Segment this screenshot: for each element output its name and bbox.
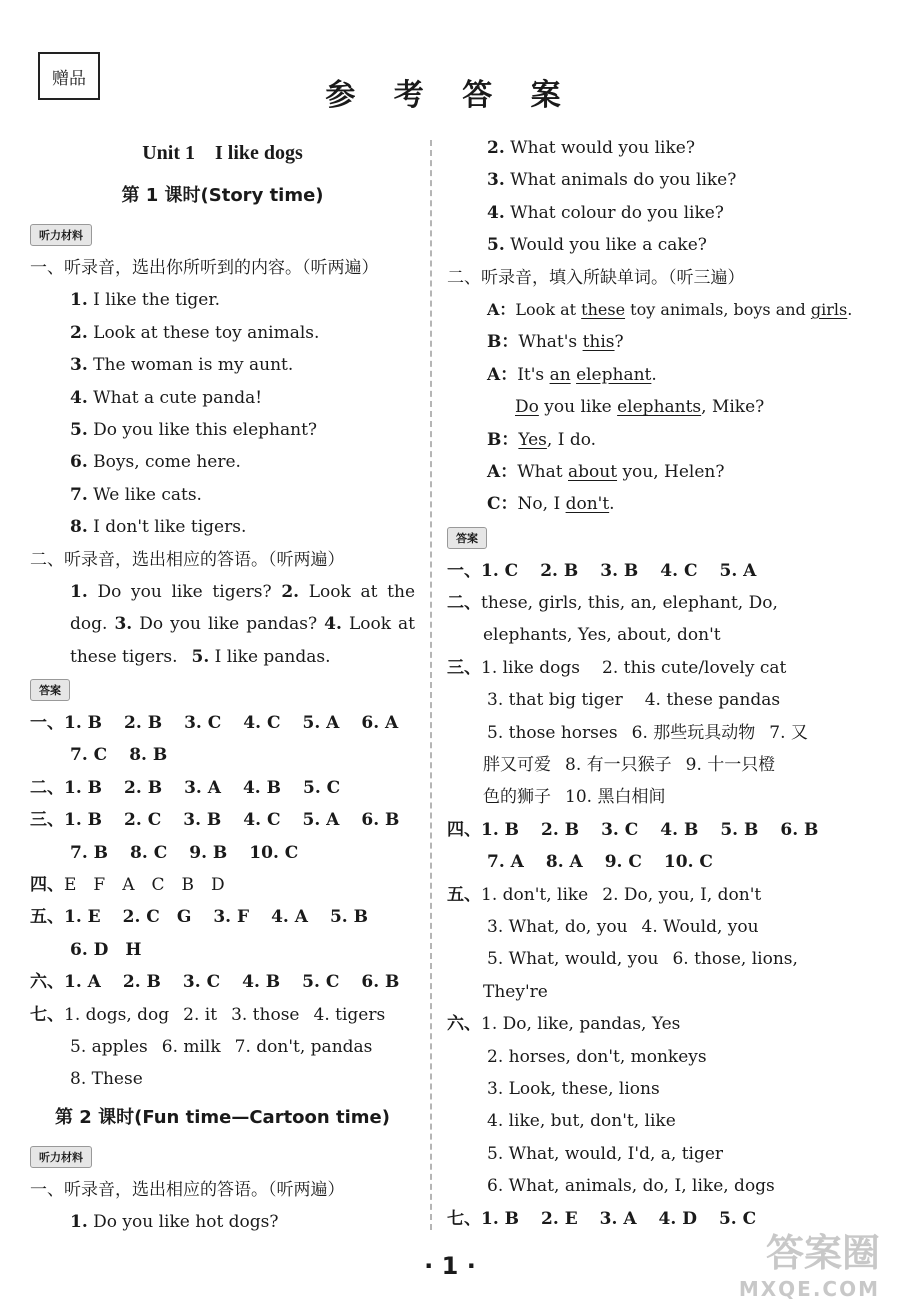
section-heading: 一、听录音，选出相应的答语。（听两遍） xyxy=(30,1179,345,1200)
answer-line: 五、1. E 2. C G 3. F 4. A 5. B xyxy=(30,907,368,928)
answer-line: 五、1. don't, like 2. Do, you, I, don't xyxy=(447,884,762,905)
left-column xyxy=(30,132,415,1239)
dialog-line: A：It's an elephant. xyxy=(487,364,657,385)
answer-line: 3. What, do, you 4. Would, you xyxy=(487,916,759,937)
answer-line: 二、these, girls, this, an, elephant, Do, xyxy=(447,593,778,614)
list-item: 5. Do you like this elephant? xyxy=(70,419,318,440)
answer-line: 三、1. like dogs 2. this cute/lovely cat xyxy=(447,657,787,678)
paragraph-line: these tigers. 5. I like pandas. xyxy=(70,646,331,667)
answer-line: 一、1. B 2. B 3. C 4. C 5. A 6. A xyxy=(30,713,399,734)
tag-listening-material: 听力材料 xyxy=(30,224,92,246)
dialog-line: Do you like elephants, Mike? xyxy=(515,397,765,418)
section-heading: 二、听录音，选出相应的答语。（听两遍） xyxy=(30,549,345,570)
answer-line: 二、1. B 2. B 3. A 4. B 5. C xyxy=(30,777,341,798)
paragraph-line: dog. 3. Do you like pandas? 4. Look at xyxy=(70,614,415,635)
section-heading: 二、听录音，填入所缺单词。（听三遍） xyxy=(447,267,745,288)
answer-line: 5. What, would, I'd, a, tiger xyxy=(487,1143,724,1164)
gift-label: 赠品 xyxy=(38,52,100,100)
page-title: 参 考 答 案 xyxy=(325,78,575,113)
dialog-line: A：Look at these toy animals, boys and girls. xyxy=(487,299,853,319)
answer-line: 5. apples 6. milk 7. don't, pandas xyxy=(70,1036,373,1057)
list-item: 4. What a cute panda! xyxy=(70,387,263,408)
answer-line: 2. horses, don't, monkeys xyxy=(487,1046,707,1067)
paragraph-line: 1. Do you like tigers? 2. Look at the xyxy=(70,581,415,602)
list-item: 2. Look at these toy animals. xyxy=(70,322,320,343)
list-item: 3. The woman is my aunt. xyxy=(70,355,294,376)
list-item: 6. Boys, come here. xyxy=(70,452,241,473)
answer-line: 色的狮子 10. 黑白相间 xyxy=(483,787,666,808)
dialog-line: B：What's this? xyxy=(487,332,624,353)
answer-line: 3. Look, these, lions xyxy=(487,1078,660,1099)
dialog-line: C：No, I don't. xyxy=(487,494,615,515)
answer-line: 6. What, animals, do, I, like, dogs xyxy=(487,1176,775,1197)
answer-line: 七、1. B 2. E 3. A 4. D 5. C xyxy=(447,1208,757,1229)
list-item: 4. What colour do you like? xyxy=(487,202,724,223)
section-heading: 一、听录音，选出你所听到的内容。（听两遍） xyxy=(30,258,379,278)
answer-line: 7. C 8. B xyxy=(70,745,168,766)
answer-line: 四、1. B 2. B 3. C 4. B 5. B 6. B xyxy=(447,819,819,840)
tag-listening-material: 听力材料 xyxy=(30,1146,92,1168)
answer-line: elephants, Yes, about, don't xyxy=(483,625,721,646)
lesson-1-title: 第 1 课时(Story time) xyxy=(121,185,324,206)
answer-line: 7. B 8. C 9. B 10. C xyxy=(70,842,299,863)
list-item: 7. We like cats. xyxy=(70,484,202,505)
answer-line: 胖又可爱 8. 有一只猴子 9. 十一只橙 xyxy=(483,755,776,776)
lesson-2-title: 第 2 课时(Fun time—Cartoon time) xyxy=(55,1106,390,1128)
answer-line: 四、E F A C B D xyxy=(30,875,225,896)
unit-title: Unit 1 I like dogs xyxy=(142,142,303,164)
list-item: 1. Do you like hot dogs? xyxy=(70,1212,279,1233)
list-item: 1. I like the tiger. xyxy=(70,290,221,311)
answer-line: 5. those horses 6. 那些玩具动物 7. 又 xyxy=(487,722,808,743)
answer-line: 六、1. A 2. B 3. C 4. B 5. C 6. B xyxy=(30,972,400,993)
answer-line: 6. D H xyxy=(70,939,142,960)
right-column xyxy=(447,132,877,1235)
watermark-logo xyxy=(739,1222,880,1301)
list-item: 5. Would you like a cake? xyxy=(487,235,707,256)
answer-line: They're xyxy=(483,981,548,1002)
tag-answers: 答案 xyxy=(447,527,487,549)
answer-line: 三、1. B 2. C 3. B 4. C 5. A 6. B xyxy=(30,810,400,831)
dialog-line: B：Yes, I do. xyxy=(487,429,597,450)
tag-answers: 答案 xyxy=(30,679,70,701)
answer-line: 8. These xyxy=(70,1069,143,1090)
answer-line: 7. A 8. A 9. C 10. C xyxy=(487,852,713,873)
watermark-main: 答案圈 xyxy=(765,1231,880,1275)
answer-line: 4. like, but, don't, like xyxy=(487,1111,676,1132)
list-item: 8. I don't like tigers. xyxy=(70,517,247,538)
answer-line: 六、1. Do, like, pandas, Yes xyxy=(447,1014,681,1035)
watermark-site: MXQE.COM xyxy=(738,1277,880,1301)
dialog-line: A：What about you, Helen? xyxy=(487,461,725,482)
list-item: 2. What would you like? xyxy=(487,138,695,158)
list-item: 3. What animals do you like? xyxy=(487,170,737,191)
answer-line: 3. that big tiger 4. these pandas xyxy=(487,690,781,711)
answer-line: 一、1. C 2. B 3. B 4. C 5. A xyxy=(447,560,757,581)
answer-line: 七、1. dogs, dog 2. it 3. those 4. tigers xyxy=(30,1004,386,1025)
page-number: · 1 · xyxy=(424,1252,476,1280)
answer-line: 5. What, would, you 6. those, lions, xyxy=(487,949,798,970)
column-divider xyxy=(430,140,432,1230)
